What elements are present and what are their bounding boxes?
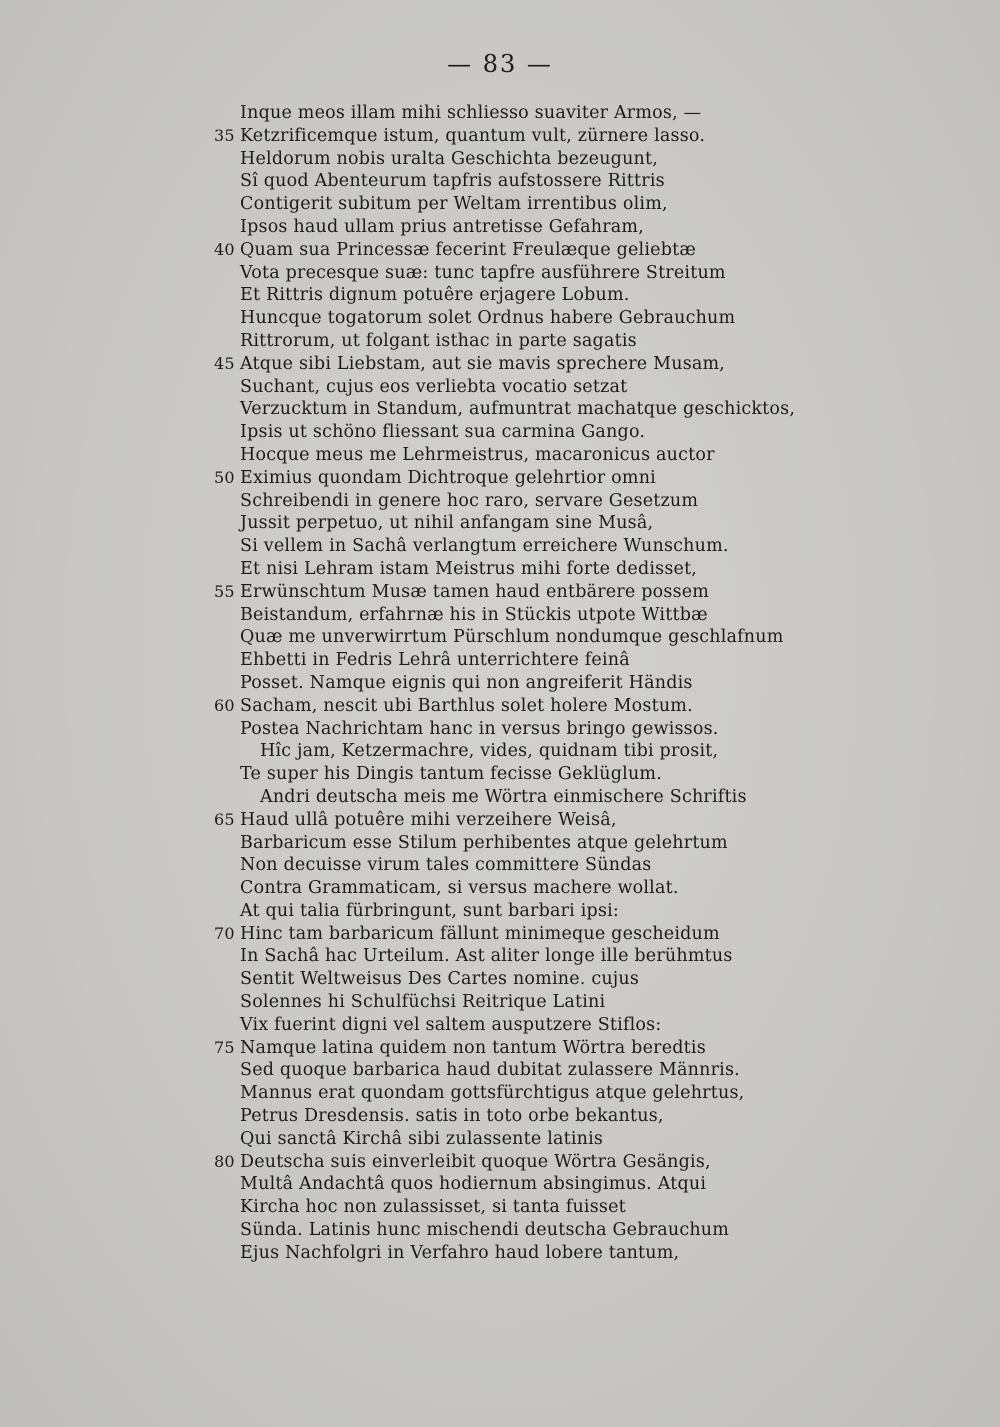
line-number: 75 — [214, 1037, 235, 1057]
verse-line — [214, 1037, 914, 1060]
verse-line — [214, 239, 914, 262]
verse-text: Petrus Dresdensis. satis in toto orbe bekantus, — [240, 1106, 664, 1127]
verse-text: Suchant, cujus eos verliebta vocatio setzat — [240, 376, 628, 397]
verse-line — [214, 1105, 914, 1128]
verse-text: Vix fuerint digni vel saltem ausputzere Stiflos: — [240, 1014, 662, 1035]
verse-text: Haud ullâ potuêre mihi verzeihere Weisâ, — [240, 809, 617, 830]
verse-line — [214, 170, 914, 193]
line-number: 50 — [214, 467, 235, 487]
verse-line — [214, 626, 914, 649]
verse-text: Jussit perpetuo, ut nihil anfangam sine Musâ, — [240, 513, 654, 534]
verse-text: Multâ Andachtâ quos hodiernum absingimus. Atqui — [240, 1174, 707, 1195]
verse-text: Hocque meus me Lehrmeistrus, macaronicus auctor — [240, 444, 715, 465]
verse-text: Erwünschtum Musæ tamen haud entbärere possem — [240, 581, 710, 602]
verse-text: Ejus Nachfolgri in Verfahro haud lobere tantum, — [240, 1242, 680, 1263]
verse-text: Sacham, nescit ubi Barthlus solet holere Mostum. — [240, 695, 693, 716]
verse-line — [214, 1128, 914, 1151]
verse-line — [214, 649, 914, 672]
verse-text: Sünda. Latinis hunc mischendi deutscha Gebrauchum — [240, 1220, 730, 1241]
verse-line — [214, 193, 914, 216]
verse-line — [214, 1196, 914, 1219]
verse-text: Quæ me unverwirrtum Pürschlum nondumque geschlafnum — [240, 627, 784, 648]
verse-text: At qui talia fürbringunt, sunt barbari ipsi: — [240, 900, 620, 921]
verse-text: Huncque togatorum solet Ordnus habere Gebrauchum — [240, 308, 736, 329]
verse-text: Non decuisse virum tales committere Sündas — [240, 855, 652, 876]
verse-line — [214, 923, 914, 946]
verse-text: Contigerit subitum per Weltam irrentibus olim, — [240, 194, 668, 215]
verse-line — [214, 558, 914, 581]
line-number: 60 — [214, 695, 235, 715]
verse-line — [214, 718, 914, 741]
verse-text: Contra Grammaticam, si versus machere wollat. — [240, 878, 679, 899]
verse-text: Rittrorum, ut folgant isthac in parte sagatis — [240, 330, 637, 351]
verse-text: Vota precesque suæ: tunc tapfre ausführere Streitum — [240, 262, 726, 283]
verse-line — [214, 740, 914, 763]
line-number: 70 — [214, 923, 235, 943]
verse-line — [214, 307, 914, 330]
verse-line — [214, 330, 914, 353]
verse-text: Deutscha suis einverleibit quoque Wörtra Gesängis, — [240, 1151, 711, 1172]
verse-text: In Sachâ hac Urteilum. Ast aliter longe ille berühmtus — [240, 946, 733, 967]
verse-line — [214, 398, 914, 421]
verse-text: Solennes hi Schulfüchsi Reitrique Latini — [240, 992, 606, 1013]
verse-text: Et nisi Lehram istam Meistrus mihi forte dedisset, — [240, 558, 698, 579]
verse-line — [214, 376, 914, 399]
verse-text: Hinc tam barbaricum fällunt minimeque gescheidum — [240, 923, 720, 944]
verse-line — [214, 148, 914, 171]
verse-line — [214, 467, 914, 490]
verse-text: Sentit Weltweisus Des Cartes nomine. cujus — [240, 969, 640, 990]
verse-line — [214, 284, 914, 307]
line-number: 80 — [214, 1151, 235, 1171]
verse-line — [214, 581, 914, 604]
verse-line — [214, 1151, 914, 1174]
verse-text: Ketzrificemque istum, quantum vult, zürnere lasso. — [240, 125, 706, 146]
verse-line — [214, 421, 914, 444]
line-number: 55 — [214, 581, 235, 601]
verse-line — [214, 490, 914, 513]
verse-line — [214, 968, 914, 991]
verse-text: Sed quoque barbarica haud dubitat zulassere Männris. — [240, 1060, 740, 1081]
verse-text: Kircha hoc non zulassisset, si tanta fuisset — [240, 1197, 626, 1218]
verse-text: Namque latina quidem non tantum Wörtra beredtis — [240, 1037, 706, 1058]
verse-line — [214, 262, 914, 285]
verse-text: Sî quod Abenteurum tapfris aufstossere Rittris — [240, 171, 665, 192]
verse-text: Postea Nachrichtam hanc in versus bringo gewissos. — [240, 718, 719, 739]
verse-text: Beistandum, erfahrnæ his in Stückis utpote Wittbæ — [240, 604, 708, 625]
line-number: 65 — [214, 809, 235, 829]
line-number: 45 — [214, 353, 235, 373]
verse-line — [214, 991, 914, 1014]
verse-line — [214, 216, 914, 239]
verse-line — [214, 786, 914, 809]
verse-text: Ehbetti in Fedris Lehrâ unterrichtere feinâ — [240, 650, 630, 671]
verse-text: Si vellem in Sachâ verlangtum erreichere Wunschum. — [240, 536, 729, 557]
verse-line — [214, 832, 914, 855]
verse-text: Barbaricum esse Stilum perhibentes atque gelehrtum — [240, 832, 728, 853]
verse-text: Andri deutscha meis me Wörtra einmischere Schriftis — [260, 786, 747, 807]
verse-text: Ipsos haud ullam prius antretisse Gefahram, — [240, 216, 644, 237]
verse-line — [214, 945, 914, 968]
verse-text: Te super his Dingis tantum fecisse Geklüglum. — [240, 764, 662, 785]
verse-line — [214, 444, 914, 467]
verse-line — [214, 1219, 914, 1242]
verse-text: Hîc jam, Ketzermachre, vides, quidnam tibi prosit, — [260, 741, 719, 762]
verse-text: Inque meos illam mihi schliesso suaviter Armos, — — [240, 103, 702, 123]
verse-text: Et Rittris dignum potuêre erjagere Lobum. — [240, 285, 630, 306]
verse-line — [214, 512, 914, 535]
verse-text: Atque sibi Liebstam, aut sie mavis sprechere Musam, — [240, 353, 726, 374]
verse-line — [214, 900, 914, 923]
verse-line — [214, 695, 914, 718]
verse-line — [214, 535, 914, 558]
verse-line — [214, 1059, 914, 1082]
verse-text: Eximius quondam Dichtroque gelehrtior omni — [240, 467, 656, 488]
verse-line — [214, 763, 914, 786]
verse-text: Schreibendi in genere hoc raro, servare Gesetzum — [240, 490, 699, 511]
verse-text: Qui sanctâ Kirchâ sibi zulassente latinis — [240, 1128, 604, 1149]
verse-line — [214, 877, 914, 900]
verse-line — [214, 809, 914, 832]
verse-text: Heldorum nobis uralta Geschichta bezeugunt, — [240, 148, 659, 169]
verse-line — [214, 125, 914, 148]
verse-block — [214, 102, 914, 1265]
verse-line — [214, 102, 914, 125]
line-number: 40 — [214, 239, 235, 259]
verse-line — [214, 854, 914, 877]
verse-text: Mannus erat quondam gottsfürchtigus atque gelehrtus, — [240, 1083, 745, 1104]
verse-line — [214, 353, 914, 376]
line-number: 35 — [214, 125, 235, 145]
verse-line — [214, 1014, 914, 1037]
verse-text: Ipsis ut schöno fliessant sua carmina Gango. — [240, 422, 646, 443]
verse-text: Quam sua Princessæ fecerint Freulæque geliebtæ — [240, 239, 696, 260]
verse-line — [214, 604, 914, 627]
verse-line — [214, 1082, 914, 1105]
verse-text: Verzucktum in Standum, aufmuntrat machatque geschicktos, — [240, 399, 796, 420]
verse-line — [214, 672, 914, 695]
verse-line — [214, 1173, 914, 1196]
page-number: — 83 — — [447, 50, 553, 78]
verse-line — [214, 1242, 914, 1265]
verse-text: Posset. Namque eignis qui non angreiferit Händis — [240, 672, 693, 693]
